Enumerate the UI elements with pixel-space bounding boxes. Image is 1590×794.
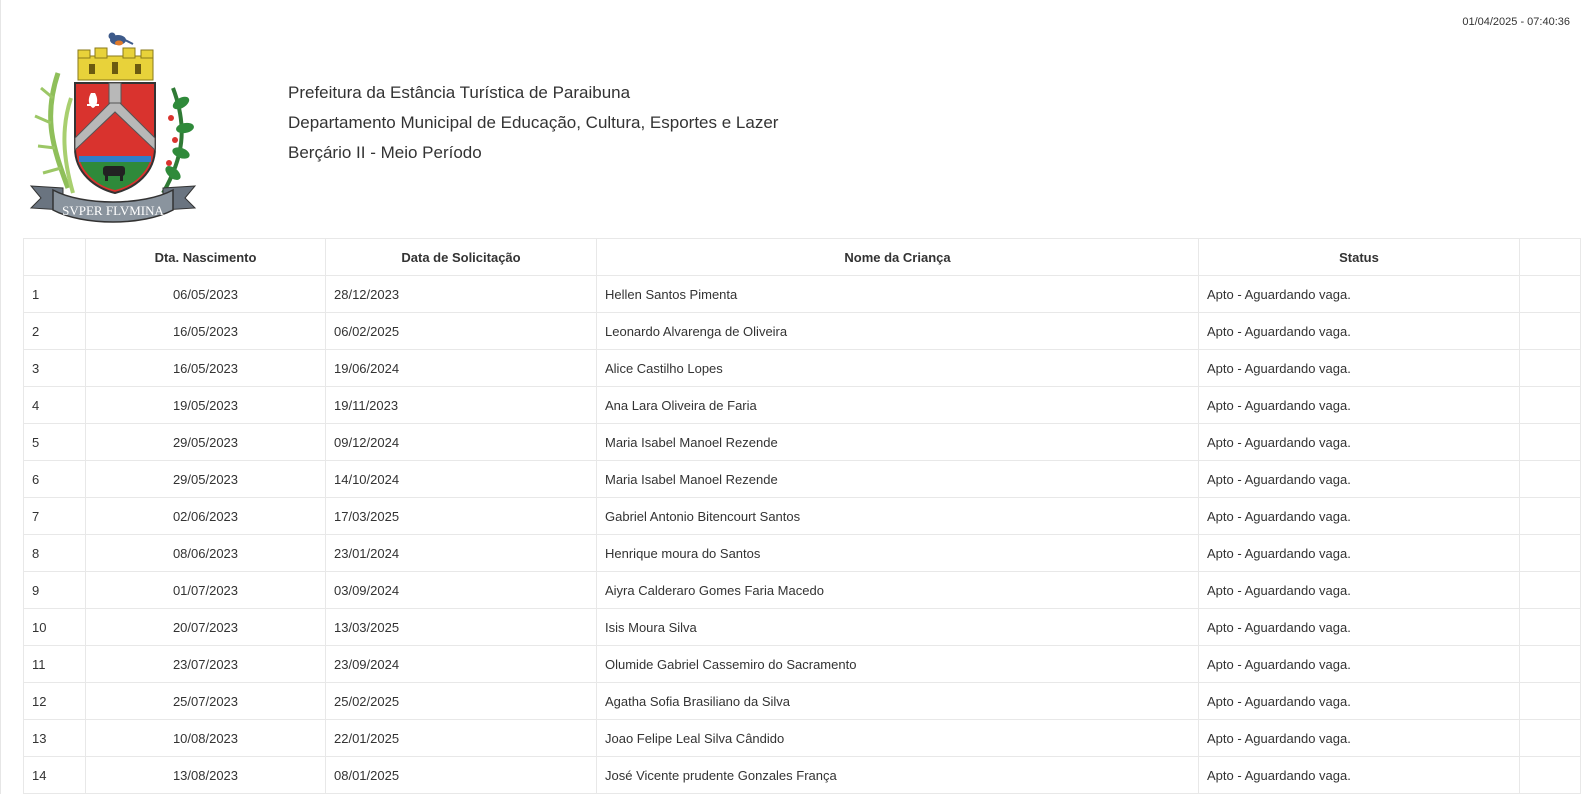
cell-index: 3 bbox=[24, 350, 86, 387]
cell-nome: Ana Lara Oliveira de Faria bbox=[597, 387, 1199, 424]
cell-index: 1 bbox=[24, 276, 86, 313]
cell-solicitacao: 23/09/2024 bbox=[326, 646, 597, 683]
table-row bbox=[24, 757, 1581, 794]
cell-nascimento: 02/06/2023 bbox=[86, 498, 326, 535]
table-row bbox=[24, 461, 1581, 498]
cell-index: 12 bbox=[24, 683, 86, 720]
cell-status: Apto - Aguardando vaga. bbox=[1199, 313, 1520, 350]
table-row bbox=[24, 683, 1581, 720]
col-header-nascimento: Dta. Nascimento bbox=[86, 239, 326, 276]
cell-extra bbox=[1520, 350, 1581, 387]
cell-extra bbox=[1520, 646, 1581, 683]
cell-nome: Hellen Santos Pimenta bbox=[597, 276, 1199, 313]
cell-nascimento: 10/08/2023 bbox=[86, 720, 326, 757]
cell-solicitacao: 03/09/2024 bbox=[326, 572, 597, 609]
cell-nascimento: 06/05/2023 bbox=[86, 276, 326, 313]
table-row bbox=[24, 572, 1581, 609]
cell-status: Apto - Aguardando vaga. bbox=[1199, 572, 1520, 609]
waiting-list-table bbox=[23, 238, 1581, 794]
cell-nome: Olumide Gabriel Cassemiro do Sacramento bbox=[597, 646, 1199, 683]
cell-extra bbox=[1520, 609, 1581, 646]
cell-index: 11 bbox=[24, 646, 86, 683]
table-row bbox=[24, 350, 1581, 387]
cell-extra bbox=[1520, 387, 1581, 424]
cell-nome: Alice Castilho Lopes bbox=[597, 350, 1199, 387]
cell-solicitacao: 25/02/2025 bbox=[326, 683, 597, 720]
cell-nascimento: 19/05/2023 bbox=[86, 387, 326, 424]
cell-extra bbox=[1520, 461, 1581, 498]
cell-status: Apto - Aguardando vaga. bbox=[1199, 683, 1520, 720]
cell-nome: José Vicente prudente Gonzales França bbox=[597, 757, 1199, 794]
cell-solicitacao: 17/03/2025 bbox=[326, 498, 597, 535]
cell-index: 2 bbox=[24, 313, 86, 350]
table-header-row bbox=[24, 239, 1581, 276]
cell-nome: Leonardo Alvarenga de Oliveira bbox=[597, 313, 1199, 350]
cell-status: Apto - Aguardando vaga. bbox=[1199, 498, 1520, 535]
col-header-index bbox=[24, 239, 86, 276]
col-header-solicitacao: Data de Solicitação bbox=[326, 239, 597, 276]
cell-nascimento: 13/08/2023 bbox=[86, 757, 326, 794]
report-header bbox=[288, 78, 778, 168]
cell-status: Apto - Aguardando vaga. bbox=[1199, 461, 1520, 498]
cell-extra bbox=[1520, 498, 1581, 535]
col-header-nome: Nome da Criança bbox=[597, 239, 1199, 276]
header-turma: Berçário II - Meio Período bbox=[288, 143, 482, 162]
cell-solicitacao: 19/06/2024 bbox=[326, 350, 597, 387]
cell-index: 7 bbox=[24, 498, 86, 535]
header-departamento: Departamento Municipal de Educação, Cultura, Esportes e Lazer bbox=[288, 113, 779, 132]
table-row bbox=[24, 498, 1581, 535]
cell-nascimento: 29/05/2023 bbox=[86, 424, 326, 461]
cell-solicitacao: 22/01/2025 bbox=[326, 720, 597, 757]
cell-nome: Aiyra Calderaro Gomes Faria Macedo bbox=[597, 572, 1199, 609]
cell-nascimento: 25/07/2023 bbox=[86, 683, 326, 720]
cell-index: 14 bbox=[24, 757, 86, 794]
cell-solicitacao: 06/02/2025 bbox=[326, 313, 597, 350]
cell-nascimento: 29/05/2023 bbox=[86, 461, 326, 498]
cell-nome: Henrique moura do Santos bbox=[597, 535, 1199, 572]
cell-nascimento: 01/07/2023 bbox=[86, 572, 326, 609]
cell-nascimento: 08/06/2023 bbox=[86, 535, 326, 572]
cell-nome: Gabriel Antonio Bitencourt Santos bbox=[597, 498, 1199, 535]
col-header-status: Status bbox=[1199, 239, 1520, 276]
cell-nascimento: 16/05/2023 bbox=[86, 350, 326, 387]
cell-index: 5 bbox=[24, 424, 86, 461]
cell-status: Apto - Aguardando vaga. bbox=[1199, 424, 1520, 461]
cell-extra bbox=[1520, 683, 1581, 720]
table-row bbox=[24, 609, 1581, 646]
cell-index: 9 bbox=[24, 572, 86, 609]
cell-index: 13 bbox=[24, 720, 86, 757]
cell-index: 6 bbox=[24, 461, 86, 498]
col-header-extra bbox=[1520, 239, 1581, 276]
table-row bbox=[24, 313, 1581, 350]
cell-solicitacao: 28/12/2023 bbox=[326, 276, 597, 313]
cell-nome: Isis Moura Silva bbox=[597, 609, 1199, 646]
municipal-coat-of-arms-logo bbox=[23, 28, 203, 228]
cell-index: 10 bbox=[24, 609, 86, 646]
cell-solicitacao: 08/01/2025 bbox=[326, 757, 597, 794]
cell-solicitacao: 23/01/2024 bbox=[326, 535, 597, 572]
cell-index: 8 bbox=[24, 535, 86, 572]
cell-extra bbox=[1520, 424, 1581, 461]
table-row bbox=[24, 387, 1581, 424]
table-row bbox=[24, 535, 1581, 572]
cell-extra bbox=[1520, 757, 1581, 794]
cell-status: Apto - Aguardando vaga. bbox=[1199, 276, 1520, 313]
cell-status: Apto - Aguardando vaga. bbox=[1199, 609, 1520, 646]
cell-status: Apto - Aguardando vaga. bbox=[1199, 720, 1520, 757]
cell-status: Apto - Aguardando vaga. bbox=[1199, 535, 1520, 572]
cell-nome: Joao Felipe Leal Silva Cândido bbox=[597, 720, 1199, 757]
cell-index: 4 bbox=[24, 387, 86, 424]
cell-solicitacao: 13/03/2025 bbox=[326, 609, 597, 646]
logo-motto: SVPER FLVMINA bbox=[62, 203, 164, 218]
table-row bbox=[24, 276, 1581, 313]
cell-solicitacao: 19/11/2023 bbox=[326, 387, 597, 424]
cell-nascimento: 20/07/2023 bbox=[86, 609, 326, 646]
header-prefeitura: Prefeitura da Estância Turística de Paraibuna bbox=[288, 83, 631, 102]
cell-extra bbox=[1520, 276, 1581, 313]
cell-status: Apto - Aguardando vaga. bbox=[1199, 757, 1520, 794]
cell-nascimento: 23/07/2023 bbox=[86, 646, 326, 683]
cell-nome: Maria Isabel Manoel Rezende bbox=[597, 461, 1199, 498]
cell-status: Apto - Aguardando vaga. bbox=[1199, 350, 1520, 387]
table-row bbox=[24, 720, 1581, 757]
cell-status: Apto - Aguardando vaga. bbox=[1199, 646, 1520, 683]
table-row bbox=[24, 646, 1581, 683]
cell-nome: Agatha Sofia Brasiliano da Silva bbox=[597, 683, 1199, 720]
cell-status: Apto - Aguardando vaga. bbox=[1199, 387, 1520, 424]
cell-solicitacao: 14/10/2024 bbox=[326, 461, 597, 498]
cell-extra bbox=[1520, 313, 1581, 350]
table-row bbox=[24, 424, 1581, 461]
cell-nascimento: 16/05/2023 bbox=[86, 313, 326, 350]
cell-extra bbox=[1520, 572, 1581, 609]
print-timestamp: 01/04/2025 - 07:40:36 bbox=[1462, 16, 1570, 28]
cell-solicitacao: 09/12/2024 bbox=[326, 424, 597, 461]
cell-extra bbox=[1520, 535, 1581, 572]
cell-nome: Maria Isabel Manoel Rezende bbox=[597, 424, 1199, 461]
cell-extra bbox=[1520, 720, 1581, 757]
